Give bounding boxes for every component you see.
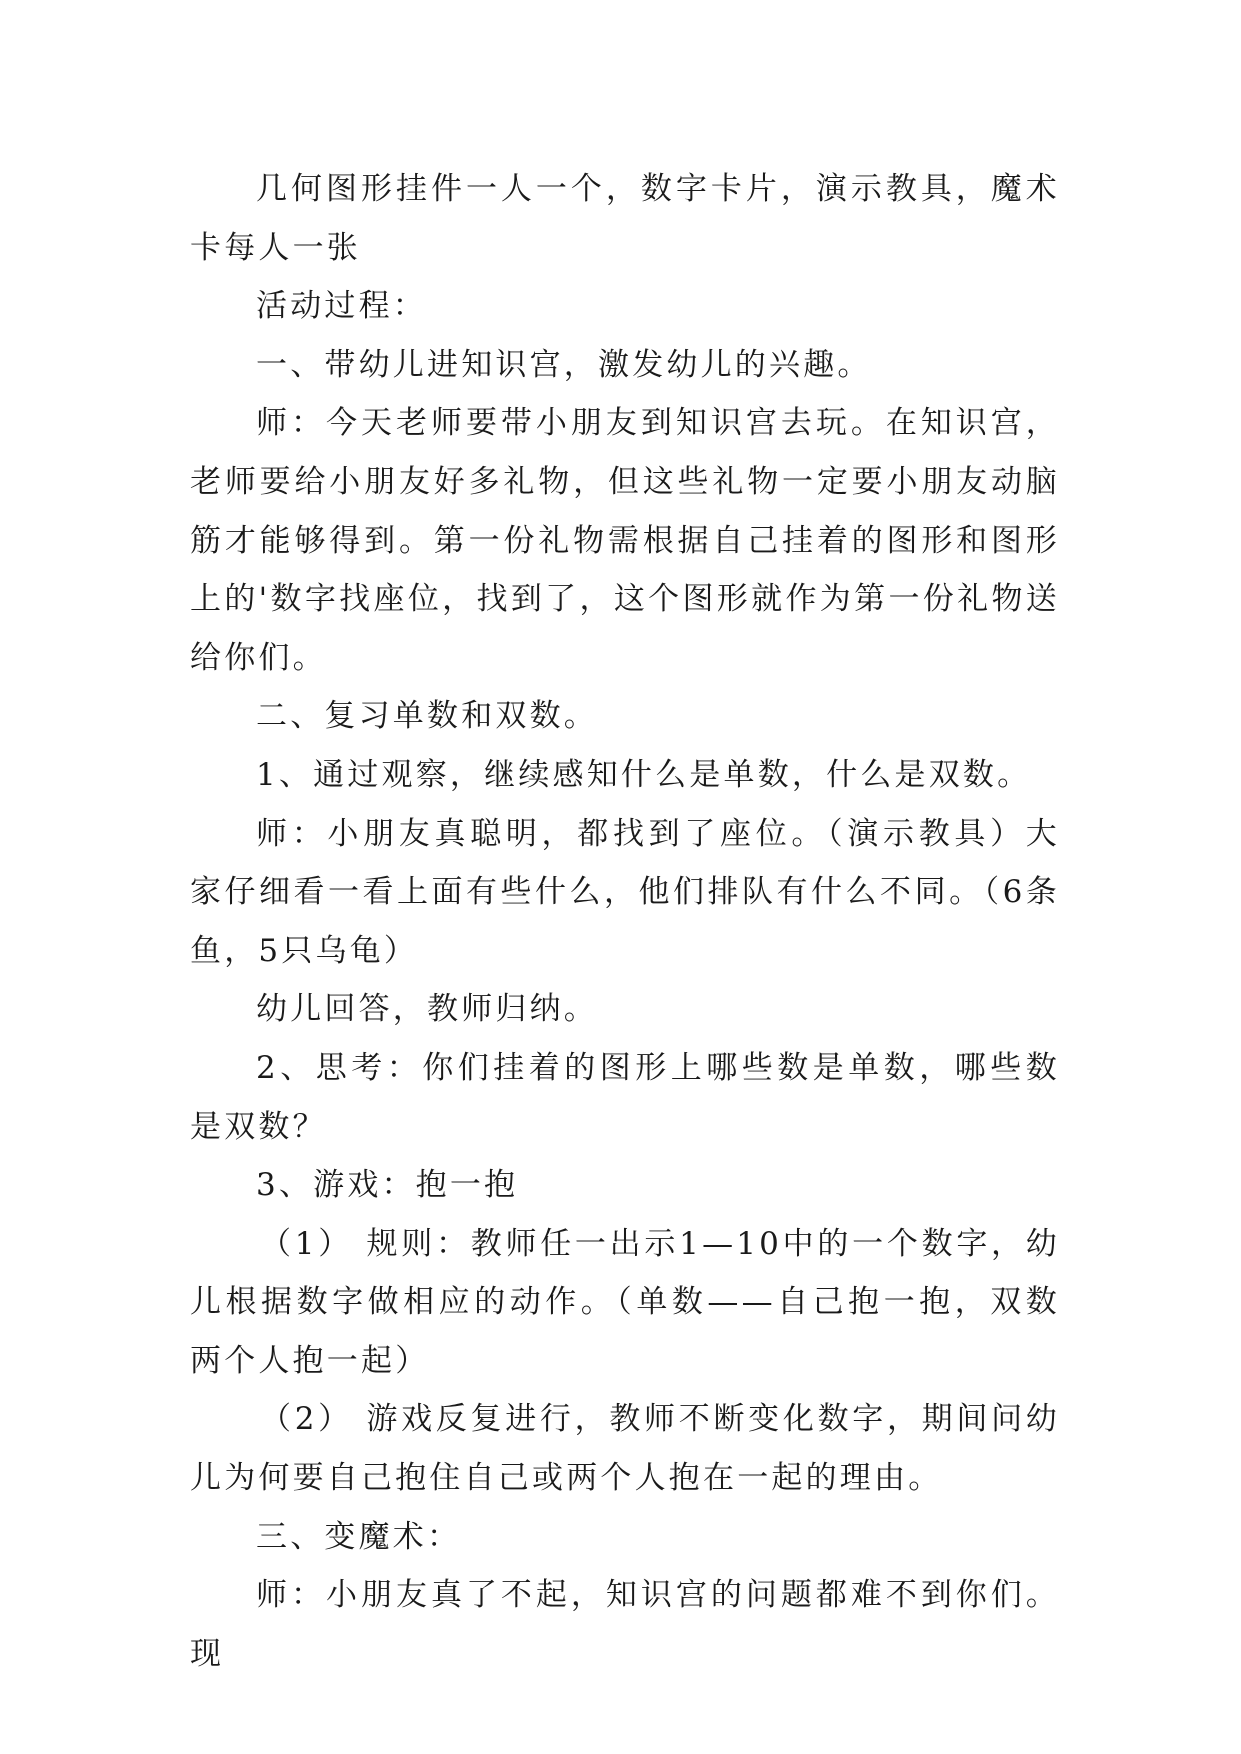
- step-one-heading: 1、通过观察，继续感知什么是单数，什么是双数。: [256, 756, 1032, 793]
- step-two-paragraph: 2、思考：你们挂着的图形上哪些数是单数，哪些数是双数？: [190, 1049, 1060, 1145]
- activity-process-heading: 活动过程：: [256, 288, 427, 325]
- section-one-heading: 一、带幼儿进知识宫，激发幼儿的兴趣。: [256, 346, 872, 383]
- section-three-heading: 三、变魔术：: [256, 1518, 462, 1555]
- rule-two-paragraph: （2） 游戏反复进行，教师不断变化数字，期间问幼儿为何要自己抱住自己或两个人抱在一起的理由。: [190, 1401, 1060, 1497]
- section-two-heading: 二、复习单数和双数。: [256, 698, 598, 735]
- step-three-heading: 3、游戏：抱一抱: [256, 1167, 519, 1204]
- children-answer-paragraph: 幼儿回答，教师归纳。: [256, 991, 598, 1028]
- teacher-closing-paragraph: 师：小朋友真了不起，知识宫的问题都难不到你们。现: [190, 1577, 1060, 1672]
- materials-paragraph: 几何图形挂件一人一个，数字卡片，演示教具，魔术卡每人一张: [190, 171, 1060, 266]
- teacher-demo-paragraph: 师：小朋友真聪明，都找到了座位。（演示教具）大家仔细看一看上面有些什么，他们排队有什么不同。（6条鱼，5只乌龟）: [190, 815, 1060, 969]
- teacher-intro-paragraph: 师：今天老师要带小朋友到知识宫去玩。在知识宫，老师要给小朋友好多礼物，但这些礼物一定要小朋友动脑筋才能够得到。第一份礼物需根据自己挂着的图形和图形上的'数字找座位，找到了，这个图形就作为第一份礼物送给你们。: [190, 405, 1060, 676]
- rule-one-paragraph: （1） 规则：教师任一出示1—10中的一个数字，幼儿根据数字做相应的动作。（单数——自己抱一抱，双数两个人抱一起）: [190, 1225, 1060, 1379]
- document-body: [190, 160, 1060, 1683]
